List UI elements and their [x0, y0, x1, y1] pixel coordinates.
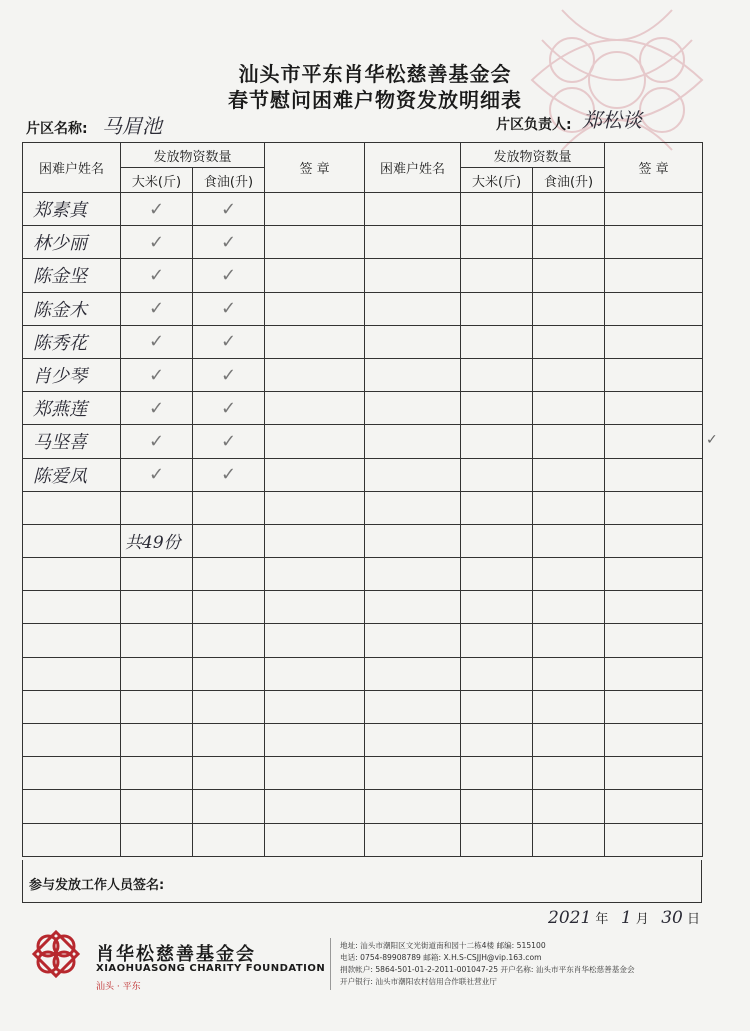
name-cell-right	[365, 358, 461, 391]
seal-cell-right	[605, 292, 703, 325]
foundation-name-cn: 肖华松慈善基金会	[96, 944, 256, 965]
seal-cell	[265, 259, 365, 292]
header-name-right: 困难户姓名	[365, 143, 461, 193]
seal-cell	[265, 193, 365, 226]
seal-cell-right	[605, 358, 703, 391]
date-day-unit: 日	[687, 912, 701, 927]
recipient-name: 陈金坚	[23, 259, 121, 292]
table-row-empty	[23, 558, 703, 591]
seal-cell	[265, 392, 365, 425]
table-row	[23, 358, 703, 391]
foundation-logo-icon	[28, 926, 84, 982]
header-name: 困难户姓名	[23, 143, 121, 193]
header-oil-right: 食油(升)	[533, 168, 605, 193]
name-cell-right	[365, 292, 461, 325]
foundation-phone: 电话: 0754-89908789 邮箱: X.H.S-CSJJH@vip.163.com	[340, 953, 542, 962]
rice-check: ✓	[121, 292, 193, 325]
rice-cell-right	[461, 259, 533, 292]
oil-check: ✓	[193, 425, 265, 458]
rice-check: ✓	[121, 193, 193, 226]
table-row	[23, 259, 703, 292]
rice-cell-right	[461, 193, 533, 226]
seal-cell	[265, 325, 365, 358]
date-year-unit: 年	[595, 912, 609, 927]
rice-check: ✓	[121, 226, 193, 259]
recipient-name: 郑燕莲	[23, 392, 121, 425]
table-row-total	[23, 524, 703, 557]
oil-check: ✓	[193, 458, 265, 491]
seal-cell-right	[605, 425, 703, 458]
seal-cell-right	[605, 226, 703, 259]
name-cell-right	[365, 226, 461, 259]
foundation-address: 地址: 汕头市潮阳区文光街道南和园十二栋4楼 邮编: 515100	[340, 941, 546, 950]
recipient-name: 马坚喜	[23, 425, 121, 458]
oil-check: ✓	[193, 226, 265, 259]
seal-cell	[265, 425, 365, 458]
stray-check-mark: ✓	[706, 432, 718, 448]
total-note: 共49份	[121, 524, 193, 557]
recipient-name: 郑素真	[23, 193, 121, 226]
oil-check: ✓	[193, 325, 265, 358]
table-row-empty	[23, 624, 703, 657]
oil-cell-right	[533, 392, 605, 425]
rice-cell-right	[461, 458, 533, 491]
staff-signature-label: 参与发放工作人员签名:	[29, 878, 165, 893]
rice-cell-right	[461, 392, 533, 425]
name-cell-right	[365, 259, 461, 292]
name-cell-right	[365, 193, 461, 226]
document-title-org: 汕头市平东肖华松慈善基金会	[238, 62, 512, 86]
table-row	[23, 458, 703, 491]
oil-cell-right	[533, 259, 605, 292]
foundation-name-en: XIAOHUASONG CHARITY FOUNDATION	[96, 963, 326, 974]
oil-cell-right	[533, 292, 605, 325]
rice-cell-right	[461, 292, 533, 325]
date-year: 2021	[548, 908, 592, 928]
leader-value: 郑松谈	[582, 108, 642, 132]
header-quantity-right: 发放物资数量	[461, 143, 605, 168]
foundation-account: 捐款帐户: 5864-501-01-2-2011-001047-25 开户名称: 汕头市平东肖华松慈善基金会	[340, 965, 635, 974]
seal-cell	[265, 292, 365, 325]
table-row	[23, 193, 703, 226]
header-rice-right: 大米(斤)	[461, 168, 533, 193]
seal-cell	[265, 226, 365, 259]
table-row	[23, 292, 703, 325]
oil-check: ✓	[193, 392, 265, 425]
seal-cell-right	[605, 259, 703, 292]
district-value: 马眉池	[102, 114, 162, 138]
foundation-bank: 开户银行: 汕头市潮阳农村信用合作联社营业厅	[340, 977, 497, 986]
rice-cell-right	[461, 325, 533, 358]
header-seal-right: 签 章	[605, 143, 703, 193]
name-cell-right	[365, 392, 461, 425]
district-label: 片区名称:	[26, 121, 88, 137]
rice-cell-right	[461, 358, 533, 391]
table-row-empty	[23, 690, 703, 723]
oil-cell-right	[533, 458, 605, 491]
recipient-name: 肖少琴	[23, 358, 121, 391]
oil-check: ✓	[193, 292, 265, 325]
oil-cell-right	[533, 425, 605, 458]
header-row-top	[23, 143, 703, 168]
header-seal: 签 章	[265, 143, 365, 193]
table-row-empty	[23, 724, 703, 757]
name-cell-right	[365, 425, 461, 458]
rice-check: ✓	[121, 425, 193, 458]
table-row-empty	[23, 491, 703, 524]
table-row	[23, 392, 703, 425]
name-cell-right	[365, 458, 461, 491]
issue-date	[548, 908, 700, 928]
recipient-name: 陈金木	[23, 292, 121, 325]
date-day: 30	[661, 908, 683, 928]
rice-check: ✓	[121, 392, 193, 425]
document-title-main: 春节慰问困难户物资发放明细表	[228, 88, 522, 112]
header-rice: 大米(斤)	[121, 168, 193, 193]
rice-check: ✓	[121, 259, 193, 292]
header-quantity: 发放物资数量	[121, 143, 265, 168]
seal-cell	[265, 358, 365, 391]
rice-cell-right	[461, 425, 533, 458]
oil-cell-right	[533, 325, 605, 358]
name-cell-right	[365, 325, 461, 358]
rice-check: ✓	[121, 325, 193, 358]
recipient-name: 陈秀花	[23, 325, 121, 358]
seal-cell-right	[605, 458, 703, 491]
table-row-empty	[23, 790, 703, 823]
foundation-location: 汕头 · 平东	[96, 982, 141, 992]
table-row-empty	[23, 591, 703, 624]
table-row	[23, 325, 703, 358]
oil-cell-right	[533, 226, 605, 259]
oil-check: ✓	[193, 259, 265, 292]
staff-signature-row	[22, 860, 702, 903]
date-month: 1	[620, 908, 632, 928]
oil-check: ✓	[193, 193, 265, 226]
rice-check: ✓	[121, 458, 193, 491]
table-row	[23, 425, 703, 458]
rice-cell-right	[461, 226, 533, 259]
recipient-name: 林少丽	[23, 226, 121, 259]
recipient-name: 陈爱凤	[23, 458, 121, 491]
seal-cell-right	[605, 392, 703, 425]
seal-cell	[265, 458, 365, 491]
oil-cell-right	[533, 193, 605, 226]
date-month-unit: 月	[635, 912, 649, 927]
leader-label: 片区负责人:	[496, 117, 572, 133]
oil-cell-right	[533, 358, 605, 391]
footer-divider	[330, 938, 331, 990]
seal-cell-right	[605, 325, 703, 358]
table-row-empty	[23, 757, 703, 790]
oil-check: ✓	[193, 358, 265, 391]
header-oil: 食油(升)	[193, 168, 265, 193]
table-row-empty	[23, 823, 703, 856]
seal-cell-right	[605, 193, 703, 226]
distribution-table	[22, 142, 703, 857]
table-row-empty	[23, 657, 703, 690]
rice-check: ✓	[121, 358, 193, 391]
table-row	[23, 226, 703, 259]
